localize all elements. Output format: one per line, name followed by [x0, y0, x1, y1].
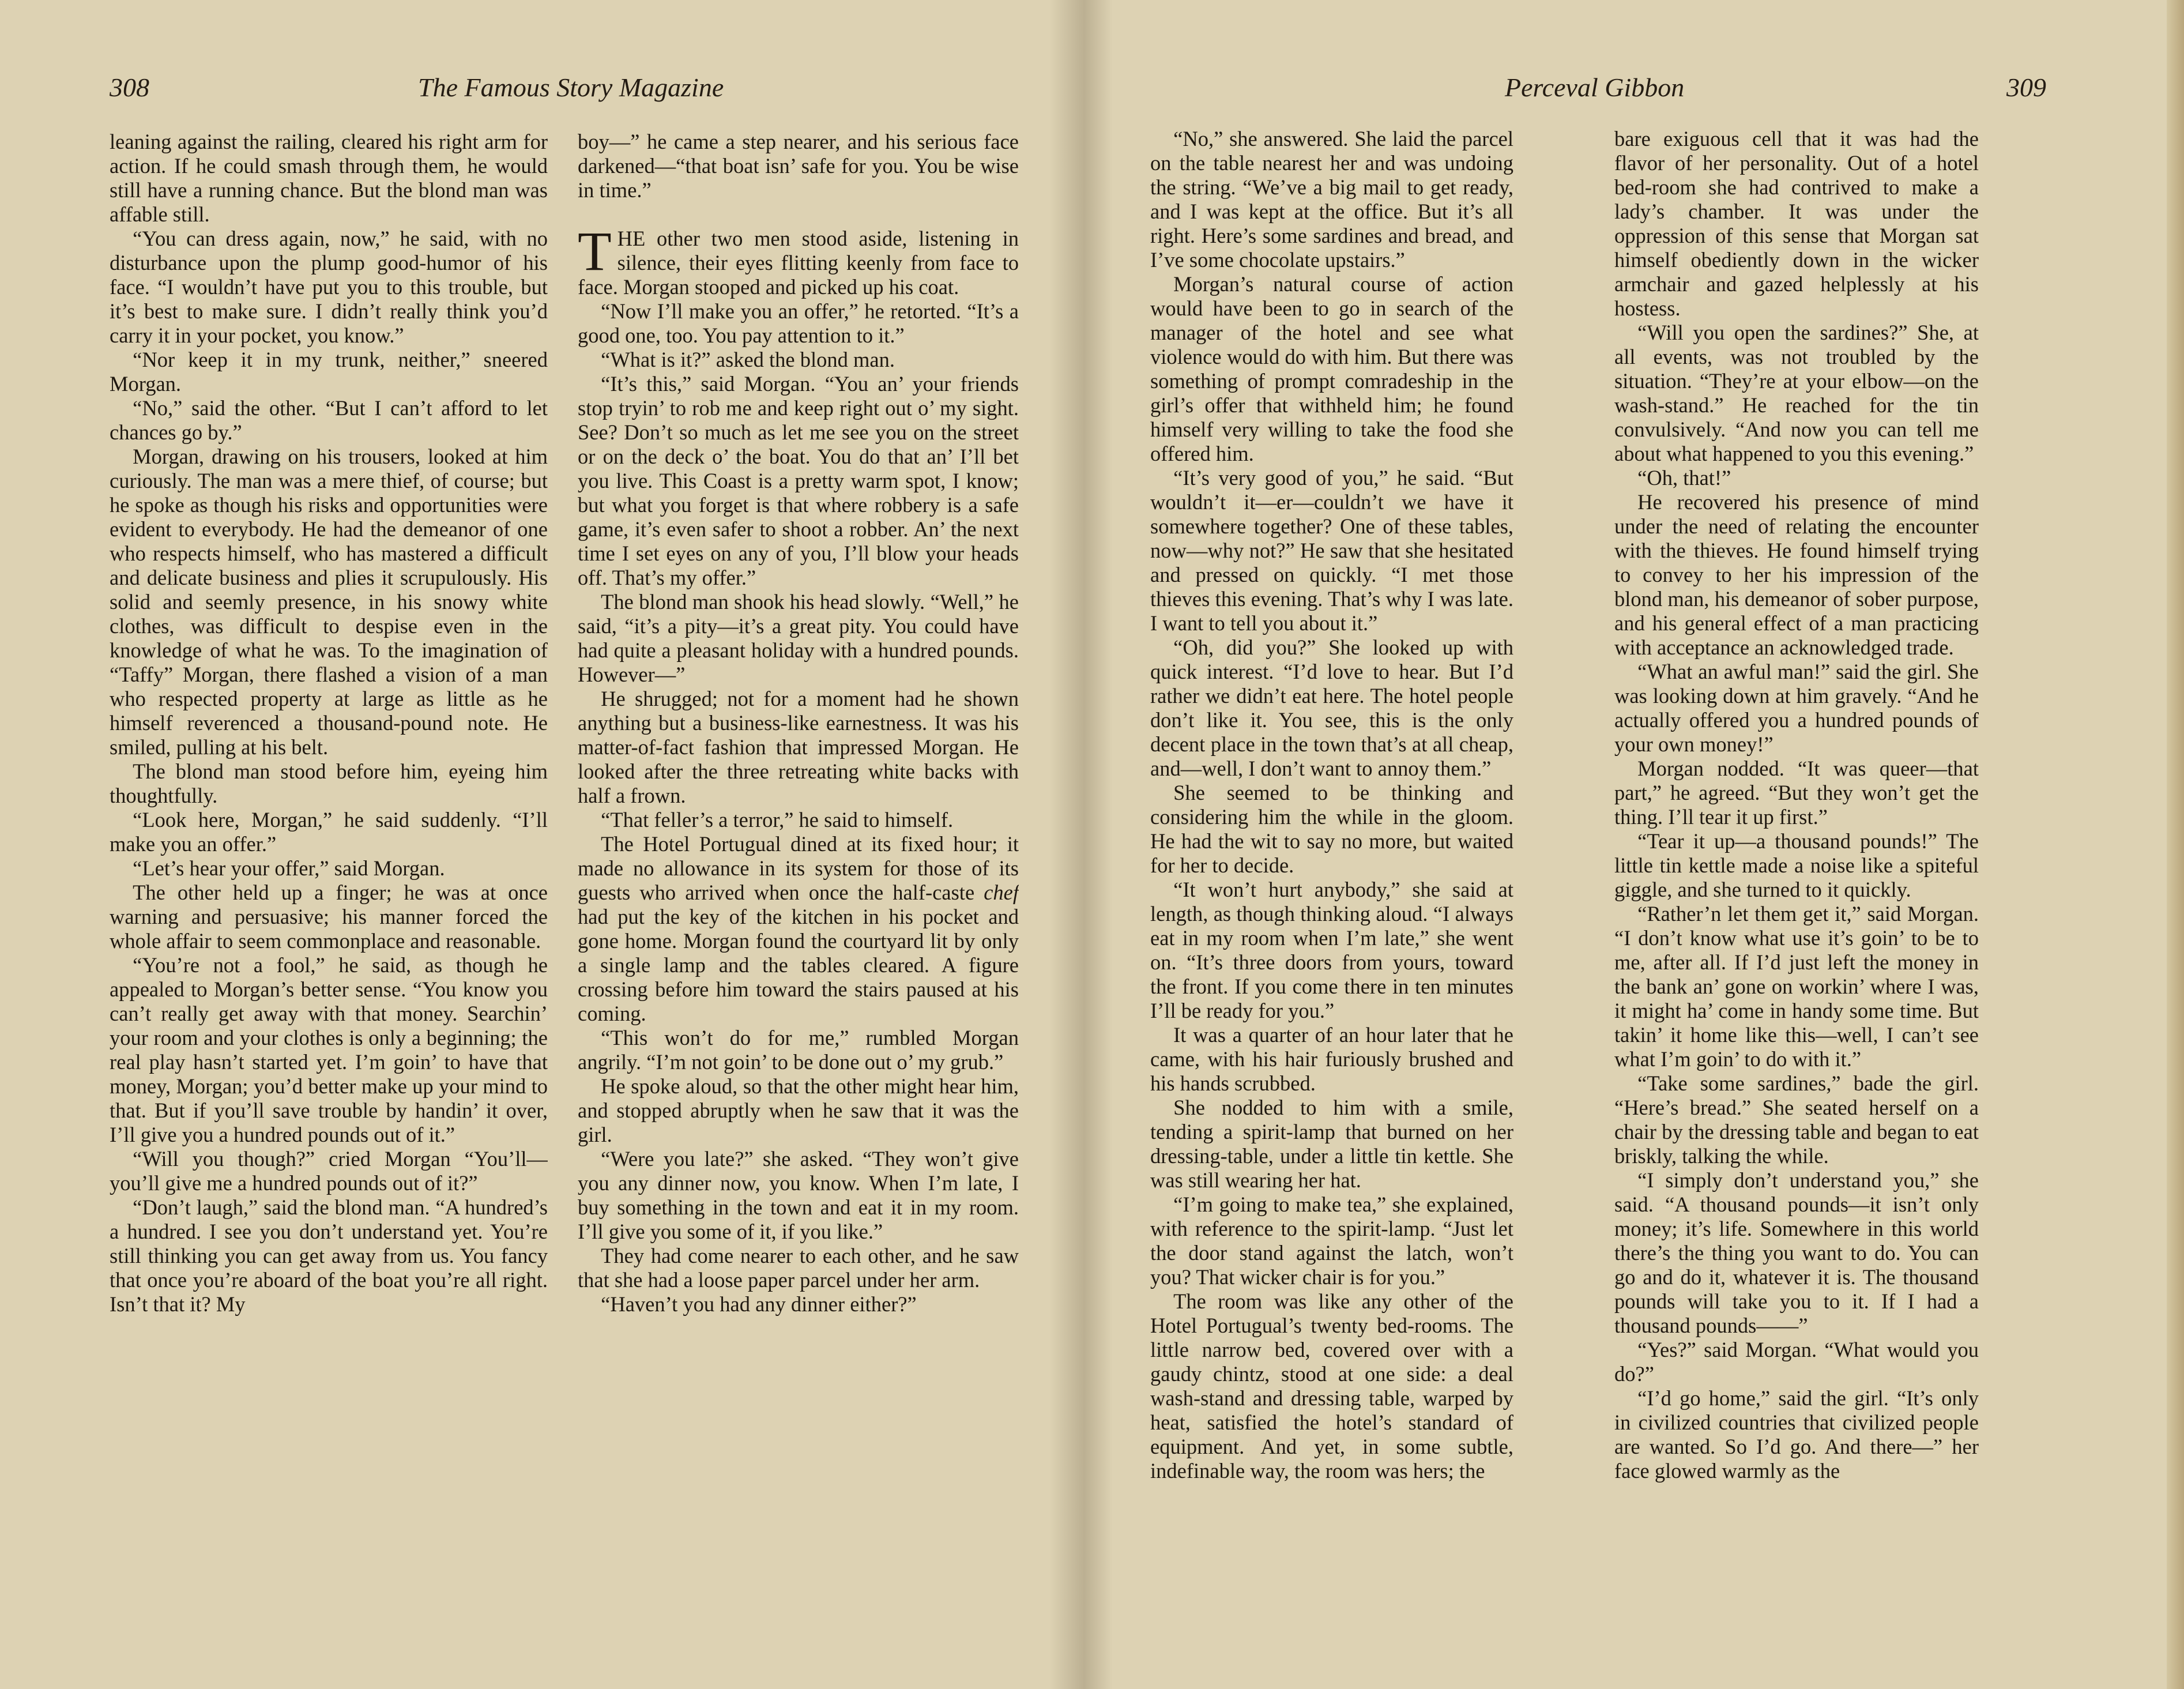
paragraph: “Oh, that!” [1637, 466, 1731, 490]
left-page [0, 0, 1078, 1689]
paragraph: “Take some sardines,” bade the girl. “Here’s bread.” She seated herself on a chair by the dressing table and began to eat briskly, talking the while. [1614, 1071, 1979, 1168]
left-folio [110, 65, 149, 111]
paragraph: Morgan, drawing on his trousers, looked at him curiously. The man was a mere thief, of course; but he spoke as though his risks and opportunities were evident to everybody. He had the demeanor of one who respects himself, who has mastered a difficult and delicate business and plies it scrupulously. His solid and seemly presence, in his snowy white clothes, was difficult to despise even in the knowledge of what he was. To the imagination of “Taffy” Morgan, there flashed a vision of a man who respected property at large as little as he himself reverenced a thousand-pound note. He smiled, pulling at his belt. [110, 445, 548, 759]
paragraph: “Now I’ll make you an offer,” he retorted. “It’s a good one, too. You pay attention to it.” [578, 299, 1019, 347]
right-column-2 [1614, 127, 1979, 1603]
right-folio [2006, 65, 2046, 111]
paragraph: “You can dress again, now,” he said, with no disturbance upon the plump good-humor of his face. “I wouldn’t have put you to this trouble, but it’s best to make sure. I didn’t really think you’d carry it in your pocket, you know.” [110, 227, 548, 347]
paragraph: “Let’s hear your offer,” said Morgan. [133, 856, 445, 880]
paragraph-text: HE other two men stood aside, listening in silence, their eyes flitting keenly from face to face. Morgan stooped and picked up his coat. [578, 227, 1019, 299]
paragraph: He spoke aloud, so that the other might hear him, and stopped abruptly when he saw that it was the girl. [578, 1074, 1019, 1146]
italic-word: chef [984, 881, 1019, 904]
paragraph: “No,” said the other. “But I can’t afford to let chances go by.” [110, 396, 548, 444]
paragraph: He shrugged; not for a moment had he shown anything but a business-like earnestness. It was his matter-of-fact fashion that impressed Morgan. He looked after the three retreating white backs with half a frown. [578, 687, 1019, 807]
paragraph: “No,” she answered. She laid the parcel on the table nearest her and was undoing the string. “We’ve a big mail to get ready, and I was kept at the office. But it’s all right. Here’s some sardines and bread, and I’ve some chocolate upstairs.” [1150, 127, 1513, 272]
paragraph: The blond man shook his head slowly. “Well,” he said, “it’s a pity—it’s a great pity. You could have had quite a pleasant holiday with a hundred pounds. However—” [578, 590, 1019, 686]
paragraph: “Yes?” said Morgan. “What would you do?” [1614, 1338, 1979, 1386]
paragraph: He recovered his presence of mind under the need of relating the encounter with the thieves. He found himself trying to convey to her his impression of the blond man, his demeanor of sober purpose, and his general effect of a man practicing with acceptance an acknowledged trade. [1614, 490, 1979, 659]
paragraph: “Nor keep it in my trunk, neither,” sneered Morgan. [110, 348, 548, 396]
paragraph: It was a quarter of an hour later that he came, with his hair furiously brushed and his hands scrubbed. [1150, 1023, 1513, 1095]
magazine-title: The Famous Story Magazine [418, 73, 724, 102]
section-break [578, 202, 1019, 227]
paragraph: “Look here, Morgan,” he said suddenly. “I’ll make you an offer.” [110, 808, 548, 856]
left-column-2 [578, 130, 1019, 1606]
paragraph: “Oh, did you?” She looked up with quick interest. “I’d love to hear. But I’d rather we didn’t eat here. The hotel people don’t like it. You see, this is the only decent place in the town that’s at all cheap, and—well, I don’t want to annoy them.” [1150, 635, 1513, 780]
right-column-1 [1150, 127, 1513, 1603]
paragraph: “Were you late?” she asked. “They won’t give you any dinner now, you know. When I’m late, I buy something in the town and eat it in my room. I’ll give you some of it, if you like.” [578, 1147, 1019, 1243]
page-edge [2167, 0, 2184, 1689]
paragraph: “What an awful man!” said the girl. She was looking down at him gravely. “And he actually offered you a hundred pounds of your own money!” [1614, 660, 1979, 756]
section-opening-paragraph [578, 220, 1019, 299]
drop-cap: T [578, 220, 612, 282]
paragraph: Morgan’s natural course of action would have been to go in search of the manager of the hotel and see what violence would do with him. But there was something of prompt comradeship in the girl’s offer that withheld him; he found himself very willing to take the food she offered him. [1150, 272, 1513, 465]
paragraph: “Will you open the sardines?” She, at all events, was not troubled by the situation. “They’re at your elbow—on the wash-stand.” He reached for the tin convulsively. “And now you can tell me about what happened to you this evening.” [1614, 321, 1979, 465]
paragraph: The other held up a finger; he was at once warning and persuasive; his manner forced the whole affair to seem commonplace and reasonable. [110, 881, 548, 953]
right-page [1078, 0, 2184, 1689]
paragraph: They had come nearer to each other, and he saw that she had a loose paper parcel under her arm. [578, 1244, 1019, 1292]
paragraph: bare exiguous cell that it was had the flavor of her personality. Out of a hotel bed-room she had contrived to make a lady’s chamber. It was under the oppression of this sense that Morgan sat himself obediently down in the wicker armchair and gazed helplessly at his hostess. [1614, 127, 1979, 320]
page-number-308: 308 [110, 73, 149, 102]
page-number-309: 309 [2006, 73, 2046, 102]
left-column-1 [110, 130, 548, 1606]
paragraph: “What is it?” asked the blond man. [601, 348, 895, 371]
paragraph: “You’re not a fool,” he said, as though he appealed to Morgan’s better sense. “You know you can’t really get away with that money. Searchin’ your room and your clothes is only a beginning; the real play hasn’t started yet. I’m goin’ to have that money, Morgan; you’d better make up your mind to that. But if you’ll save trouble by handin’ it over, I’ll give you a hundred pounds out of it.” [110, 953, 548, 1146]
paragraph: boy—” he came a step nearer, and his serious face darkened—“that boat isn’ safe for you. You be wise in time.” [578, 130, 1019, 202]
paragraph: “Rather’n let them get it,” said Morgan. “I don’t know what use it’s goin’ to be to me, after all. If I’d just left the money in the bank an’ gone on workin’ where I was, it might ha’ come in handy some time. But takin’ it home like this—well, I can’t see what I’m goin’ to do with it.” [1614, 902, 1979, 1071]
left-running-head [418, 65, 724, 111]
paragraph: “It’s very good of you,” he said. “But wouldn’t it—er—couldn’t we have it somewhere together? One of these tables, now—why not?” He saw that she hesitated and pressed on quickly. “I met those thieves this evening. That’s why I was late. I want to tell you about it.” [1150, 466, 1513, 635]
paragraph: “Don’t laugh,” said the blond man. “A hundred’s a hundred. I see you don’t understand yet. You’re still thinking you can get away from us. You fancy that once you’re aboard of the boat you’re all right. Isn’t that it? My [110, 1195, 548, 1316]
paragraph: The blond man stood before him, eyeing him thoughtfully. [110, 759, 548, 807]
paragraph: “It won’t hurt anybody,” she said at length, as though thinking aloud. “I always eat in my room when I’m late,” she went on. “It’s three doors from yours, toward the front. If you come there in ten minutes I’ll be ready for you.” [1150, 878, 1513, 1022]
paragraph: She seemed to be thinking and considering him the while in the gloom. He had the wit to say no more, but waited for her to decide. [1150, 781, 1513, 877]
author-name: Perceval Gibbon [1505, 73, 1685, 102]
paragraph: “I’m going to make tea,” she explained, with reference to the spirit-lamp. “Just let the door stand against the latch, won’t you? That wicker chair is for you.” [1150, 1193, 1513, 1289]
book-gutter [1049, 0, 1113, 1689]
paragraph: “Will you though?” cried Morgan “You’ll—you’ll give me a hundred pounds out of it?” [110, 1147, 548, 1195]
paragraph: “Haven’t you had any dinner either?” [601, 1292, 917, 1316]
paragraph: She nodded to him with a smile, tending a spirit-lamp that burned on her dressing-table, under a little tin kettle. She was still wearing her hat. [1150, 1096, 1513, 1192]
paragraph: “I simply don’t understand you,” she said. “A thousand pounds—it isn’t only money; it’s life. Somewhere in this world there’s the thing you want to do. You can go and do it, whatever it is. The thousand pounds will take you to it. If I had a thousand pounds——” [1614, 1168, 1979, 1337]
paragraph: “Tear it up—a thousand pounds!” The little tin kettle made a noise like a spiteful giggle, and she turned to it quickly. [1614, 829, 1979, 901]
paragraph: “This won’t do for me,” rumbled Morgan angrily. “I’m not goin’ to be done out o’ my grub.” [578, 1026, 1019, 1074]
paragraph: “That feller’s a terror,” he said to himself. [601, 808, 954, 832]
paragraph: “I’d go home,” said the girl. “It’s only in civilized countries that civilized people are wanted. So I’d go. And there—” her face glowed warmly as the [1614, 1386, 1979, 1483]
paragraph: Morgan nodded. “It was queer—that part,” he agreed. “But they won’t get the thing. I’ll tear it up first.” [1614, 757, 1979, 829]
paragraph: leaning against the railing, cleared his right arm for action. If he could smash through them, he would still have a running chance. But the blond man was affable still. [110, 130, 548, 226]
paragraph: “It’s this,” said Morgan. “You an’ your friends stop tryin’ to rob me and keep right out o’ my sight. See? Don’t so much as let me see you on the street or on the deck o’ the boat. You do that an’ I’ll bet you live. This Coast is a pretty warm spot, I know; but what you forget is that where robbery is a safe game, it’s even safer to shoot a robber. An’ the next time I set eyes on any of you, I’ll blow your heads off. That’s my offer.” [578, 372, 1019, 589]
paragraph: The Hotel Portugual dined at its fixed hour; it made no allowance in its system for those of its guests who arrived when once the half-caste chef had put the key of the kitchen in his pocket and gone home. Morgan found the courtyard lit by only a single lamp and the tables cleared. A figure crossing before him toward the stairs paused at his coming. [578, 832, 1019, 1025]
paragraph: The room was like any other of the Hotel Portugual’s twenty bed-rooms. The little narrow bed, covered over with a gaudy chintz, stood at one side: a deal wash-stand and dressing table, warped by heat, satisfied the hotel’s standard of equipment. And yet, in some subtle, indefinable way, the room was hers; the [1150, 1289, 1513, 1483]
right-running-head [1505, 65, 1684, 111]
